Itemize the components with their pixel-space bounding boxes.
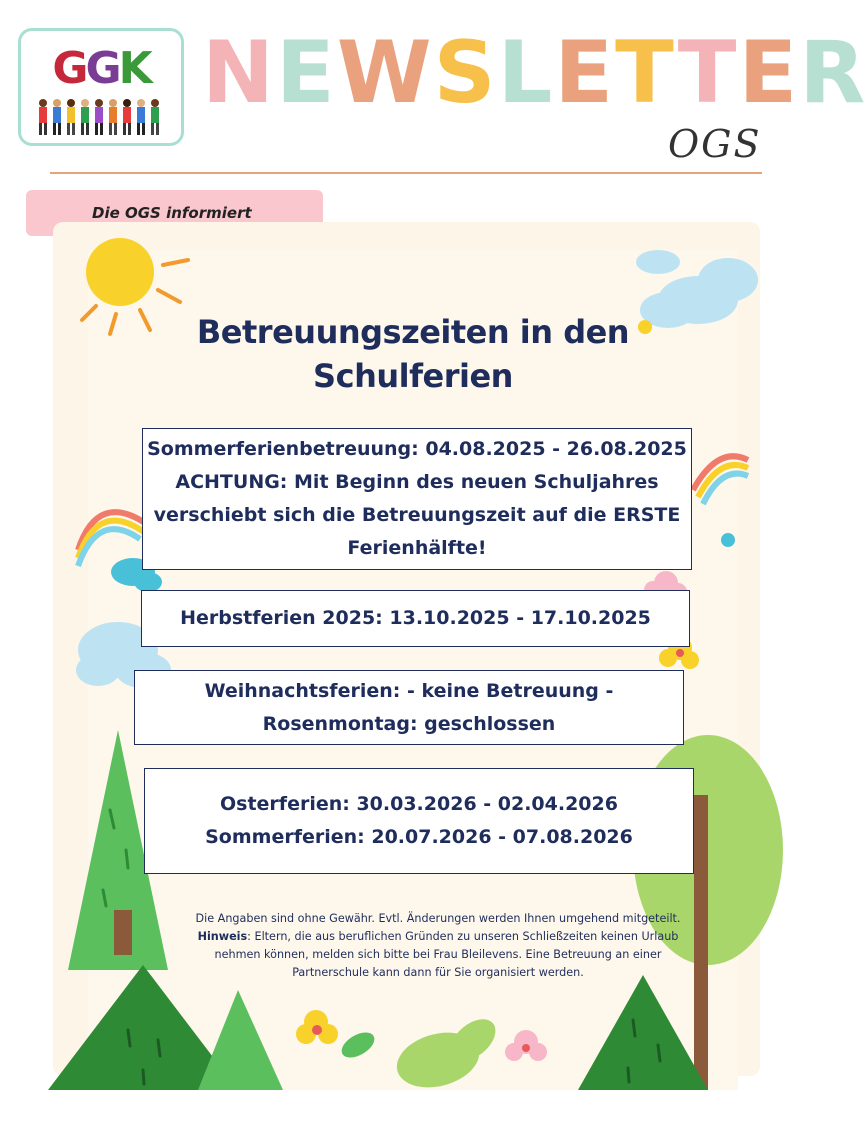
section-label-text: Die OGS informiert [92, 204, 252, 222]
hinweis-label: Hinweis [197, 930, 248, 943]
note-line-rest: : Eltern, die aus beruflichen Gründen zu unseren Schließzeiten keinen Urlaub [247, 930, 679, 943]
summer-2026-dates: Sommerferien: 20.07.2026 - 07.08.2026 [205, 826, 633, 848]
easter-summer-2026-box [144, 768, 694, 874]
note-line: Partnerschule kann dann für Sie organisiert werden. [292, 966, 584, 979]
summer-2025-notice: Ferienhälfte! [347, 537, 487, 559]
children-figures-icon [35, 97, 169, 139]
summer-2025-box [142, 428, 692, 570]
rainbow-icon [78, 512, 148, 566]
summer-2025-notice: ACHTUNG: Mit Beginn des neuen Schuljahres [175, 471, 659, 493]
title-letter: E [554, 23, 616, 123]
poster-title-line2: Schulferien [313, 357, 513, 395]
note-line [173, 928, 703, 946]
summer-2025-notice: verschiebt sich die Betreuungszeit auf die ERSTE [153, 504, 681, 526]
holiday-poster [88, 250, 738, 1090]
newsletter-title [202, 23, 867, 123]
dot-icon [721, 533, 735, 547]
poster-title-line1: Betreuungszeiten in den [196, 313, 630, 351]
logo-letter-g1: G [52, 43, 86, 94]
title-letter: L [497, 23, 555, 123]
easter-dates: Osterferien: 30.03.2026 - 02.04.2026 [220, 793, 618, 815]
leaf-icon [391, 1011, 503, 1096]
summer-2025-dates: Sommerferienbetreuung: 04.08.2025 - 26.08.2025 [147, 438, 687, 460]
title-letter: E [275, 23, 337, 123]
title-letter: W [336, 23, 434, 123]
autumn-box [141, 590, 690, 647]
ogs-subtitle: OGS [668, 122, 762, 166]
logo-lettering [21, 43, 181, 94]
autumn-dates: Herbstferien 2025: 13.10.2025 - 17.10.2025 [180, 607, 651, 629]
header-divider [50, 172, 762, 174]
title-letter: E [738, 23, 800, 123]
leaf-icon [337, 1027, 378, 1062]
carnival-text: Rosenmontag: geschlossen [262, 712, 556, 735]
flower-icon [505, 1030, 547, 1061]
flower-icon [296, 1010, 338, 1044]
christmas-text: Weihnachtsferien: - keine Betreuung - [204, 679, 614, 702]
logo-letter-k: K [118, 43, 150, 94]
ggk-logo [18, 28, 184, 146]
title-letter: N [202, 23, 276, 123]
disclaimer-note [173, 910, 703, 982]
logo-letter-g2: G [85, 43, 119, 94]
title-letter: R [799, 23, 867, 123]
title-letter: S [433, 23, 498, 123]
title-letter: T [677, 23, 739, 123]
note-line: nehmen können, melden sich bitte bei Frau Bleilevens. Eine Betreuung an einer [214, 948, 662, 961]
poster-title [88, 310, 738, 398]
title-letter: T [615, 23, 678, 123]
christmas-box [134, 670, 684, 745]
tree-icon [578, 975, 708, 1090]
note-line: Die Angaben sind ohne Gewähr. Evtl. Änderungen werden Ihnen umgehend mitgeteilt. [195, 912, 681, 925]
